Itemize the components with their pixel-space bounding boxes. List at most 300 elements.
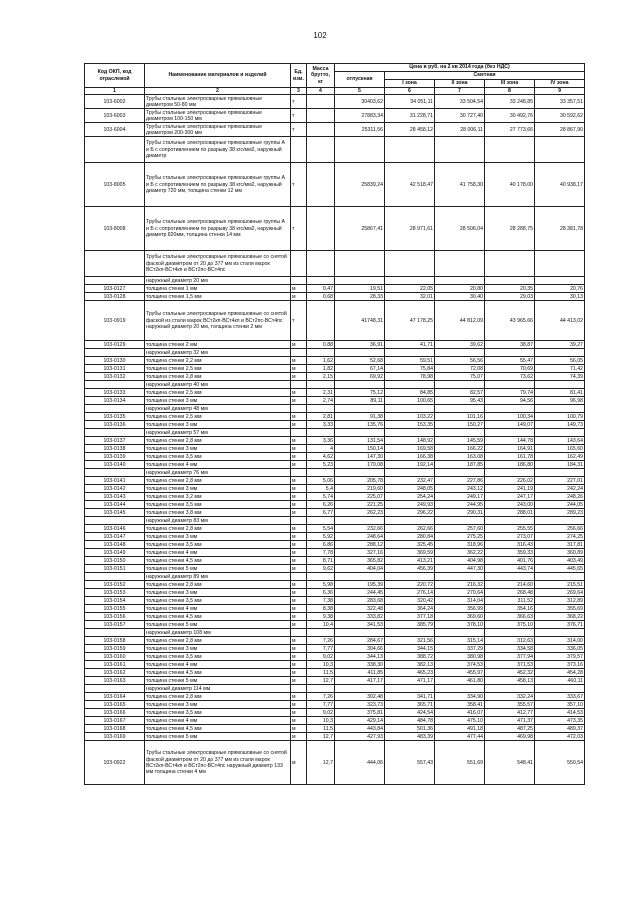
- row-price-release: 75,12: [335, 389, 385, 397]
- row-price-zone-4: 162,49: [535, 453, 585, 461]
- row-price-zone-1: 100,65: [385, 397, 435, 405]
- row-code: 103-0159: [85, 645, 145, 653]
- row-name: Трубы стальные электросварные прямошовные со снятой фаской диаметром от 20 до 377 мм из стали марок ВСт2кп-ВСт4кп и ВСт2пс-ВСт4пс наружный диаметр 133 мм толщина стенки 4 мм: [145, 741, 291, 785]
- row-unit: м: [291, 437, 307, 445]
- row-price-zone-1: 249,93: [385, 501, 435, 509]
- row-unit: м: [291, 557, 307, 565]
- row-unit: т: [291, 109, 307, 123]
- row-price-zone-4: 317,81: [535, 541, 585, 549]
- row-price-zone-3: 73,62: [485, 373, 535, 381]
- table-header: [85, 64, 585, 95]
- row-name: толщина стенки 2,8 мм: [145, 581, 291, 589]
- row-price-zone-1: 28 458,12: [385, 123, 435, 137]
- row-code: 103-0919: [85, 301, 145, 341]
- row-price-release: 323,73: [335, 701, 385, 709]
- row-unit: [291, 405, 307, 413]
- row-price-zone-2: 82,57: [435, 389, 485, 397]
- row-price-zone-2: 227,86: [435, 477, 485, 485]
- row-name: толщина стенки 3 мм: [145, 645, 291, 653]
- row-mass: [307, 109, 335, 123]
- row-price-zone-3: 452,32: [485, 669, 535, 677]
- row-name: толщина стенки 3,5 мм: [145, 541, 291, 549]
- table-row: [85, 541, 585, 549]
- row-code: 103-0147: [85, 533, 145, 541]
- row-unit: м: [291, 397, 307, 405]
- table-row: [85, 565, 585, 573]
- row-price-release: 25839,24: [335, 163, 385, 207]
- row-code: 103-0144: [85, 501, 145, 509]
- row-code: 103-0146: [85, 525, 145, 533]
- row-price-zone-3: 20,35: [485, 285, 535, 293]
- table-row: [85, 701, 585, 709]
- row-price-zone-1: 341,71: [385, 693, 435, 701]
- row-mass: 11,5: [307, 725, 335, 733]
- row-price-zone-1: 32,01: [385, 293, 435, 301]
- row-mass: 2,15: [307, 373, 335, 381]
- row-price-zone-1: 321,56: [385, 637, 435, 645]
- row-price-zone-3: 355,57: [485, 701, 535, 709]
- row-price-zone-2: 44 812,09: [435, 301, 485, 341]
- row-price-zone-4: 333,67: [535, 693, 585, 701]
- row-price-zone-4: [535, 573, 585, 581]
- row-price-zone-1: 47 178,25: [385, 301, 435, 341]
- row-price-zone-3: 332,24: [485, 693, 535, 701]
- row-price-zone-4: 81,41: [535, 389, 585, 397]
- header-release: отпускная: [335, 72, 385, 88]
- row-price-zone-4: 403,49: [535, 557, 585, 565]
- row-unit: м: [291, 549, 307, 557]
- row-price-zone-4: 379,57: [535, 653, 585, 661]
- row-code: 103-0128: [85, 293, 145, 301]
- row-code: 103-0139: [85, 453, 145, 461]
- row-price-zone-1: 280,84: [385, 533, 435, 541]
- row-name: толщина стенки 1,5 мм: [145, 293, 291, 301]
- row-code: 103-0162: [85, 669, 145, 677]
- table-row: [85, 357, 585, 365]
- row-mass: 3,33: [307, 421, 335, 429]
- row-price-release: 322,48: [335, 605, 385, 613]
- row-price-release: 219,60: [335, 485, 385, 493]
- row-price-zone-4: 550,54: [535, 741, 585, 785]
- row-price-zone-4: 143,64: [535, 437, 585, 445]
- row-code: [85, 469, 145, 477]
- row-price-zone-4: 360,89: [535, 549, 585, 557]
- row-code: [85, 685, 145, 693]
- row-code: 103-0165: [85, 701, 145, 709]
- row-mass: 9,02: [307, 709, 335, 717]
- row-price-zone-3: 247,17: [485, 493, 535, 501]
- row-code: 103-0155: [85, 605, 145, 613]
- row-code: 103-0134: [85, 397, 145, 405]
- row-name: Трубы стальные электросварные прямошовные со снятой фаской из стали марок ВСт2кп-ВСт4кп и ВСт2пс-ВСт4пс наружный диаметр 20 мм, толщина стенки 2 мм: [145, 301, 291, 341]
- row-code: 103-0133: [85, 389, 145, 397]
- row-price-zone-2: 416,07: [435, 709, 485, 717]
- row-price-zone-2: 369,60: [435, 613, 485, 621]
- row-price-zone-4: 100,79: [535, 413, 585, 421]
- row-price-release: [335, 685, 385, 693]
- row-name: толщина стенки 3,5 мм: [145, 453, 291, 461]
- table-row: [85, 741, 585, 785]
- row-price-zone-1: 220,72: [385, 581, 435, 589]
- table-row: [85, 629, 585, 637]
- row-price-zone-4: 312,89: [535, 597, 585, 605]
- table-row: [85, 389, 585, 397]
- row-price-zone-3: 144,78: [485, 437, 535, 445]
- row-code: 103-6002: [85, 95, 145, 109]
- row-price-zone-4: [535, 685, 585, 693]
- row-unit: м: [291, 413, 307, 421]
- row-unit: м: [291, 285, 307, 293]
- row-price-zone-4: 56,05: [535, 357, 585, 365]
- row-mass: 11,5: [307, 669, 335, 677]
- row-price-zone-2: [435, 685, 485, 693]
- row-price-zone-3: 161,78: [485, 453, 535, 461]
- row-price-zone-1: 388,72: [385, 653, 435, 661]
- row-unit: [291, 469, 307, 477]
- row-mass: 1,82: [307, 365, 335, 373]
- header-price-title: Цена в руб. на 2 кв 2014 года (без НДС): [335, 64, 585, 72]
- row-price-zone-1: 385,79: [385, 621, 435, 629]
- row-code: 103-0148: [85, 541, 145, 549]
- row-unit: т: [291, 207, 307, 251]
- row-price-zone-3: [485, 685, 535, 693]
- row-price-zone-1: 84,85: [385, 389, 435, 397]
- row-mass: 7,77: [307, 701, 335, 709]
- row-price-zone-3: 30 492,76: [485, 109, 535, 123]
- row-price-zone-1: [385, 629, 435, 637]
- table-row: [85, 429, 585, 437]
- row-code: 103-0157: [85, 621, 145, 629]
- row-price-zone-4: [535, 629, 585, 637]
- row-unit: м: [291, 581, 307, 589]
- row-price-zone-1: 501,36: [385, 725, 435, 733]
- row-name: наружный диаметр 76 мм: [145, 469, 291, 477]
- row-code: 103-0158: [85, 637, 145, 645]
- row-price-release: 30403,62: [335, 95, 385, 109]
- row-name: толщина стенки 3,2 мм: [145, 493, 291, 501]
- row-name: толщина стенки 3 мм: [145, 589, 291, 597]
- row-name: толщина стенки 3 мм: [145, 421, 291, 429]
- row-unit: м: [291, 589, 307, 597]
- table-row: [85, 381, 585, 389]
- row-code: 103-0132: [85, 373, 145, 381]
- row-price-zone-1: [385, 685, 435, 693]
- row-code: 103-0164: [85, 693, 145, 701]
- row-price-release: 327,16: [335, 549, 385, 557]
- row-price-zone-4: 274,25: [535, 533, 585, 541]
- row-unit: [291, 517, 307, 525]
- row-unit: м: [291, 613, 307, 621]
- row-unit: [291, 277, 307, 285]
- row-price-zone-4: 20,76: [535, 285, 585, 293]
- row-price-zone-2: 477,44: [435, 733, 485, 741]
- row-price-zone-3: 371,53: [485, 661, 535, 669]
- row-mass: 2,31: [307, 389, 335, 397]
- row-price-zone-1: 166,38: [385, 453, 435, 461]
- row-price-zone-3: [485, 381, 535, 389]
- row-price-zone-4: [535, 137, 585, 163]
- row-mass: 0,68: [307, 293, 335, 301]
- row-price-zone-4: [535, 349, 585, 357]
- row-unit: [291, 349, 307, 357]
- row-price-zone-4: 314,00: [535, 637, 585, 645]
- row-price-zone-3: 443,74: [485, 565, 535, 573]
- row-mass: 0,88: [307, 341, 335, 349]
- row-code: 103-0149: [85, 549, 145, 557]
- row-price-release: 131,54: [335, 437, 385, 445]
- row-name: толщина стенки 4,5 мм: [145, 725, 291, 733]
- row-unit: [291, 251, 307, 277]
- table-row: [85, 461, 585, 469]
- table-row: [85, 109, 585, 123]
- row-price-zone-3: [485, 517, 535, 525]
- header-estimate: Сметная: [385, 72, 585, 80]
- row-price-zone-1: [385, 349, 435, 357]
- row-price-zone-2: 95,43: [435, 397, 485, 405]
- row-price-zone-3: [485, 429, 535, 437]
- row-price-zone-2: 244,95: [435, 501, 485, 509]
- row-price-zone-2: 166,22: [435, 445, 485, 453]
- row-price-release: 304,66: [335, 645, 385, 653]
- row-name: наружный диаметр 108 мм: [145, 629, 291, 637]
- table-row: [85, 501, 585, 509]
- row-price-zone-1: 248,05: [385, 485, 435, 493]
- row-price-release: [335, 573, 385, 581]
- table-row: [85, 445, 585, 453]
- row-mass: 5,74: [307, 493, 335, 501]
- row-price-zone-1: 169,58: [385, 445, 435, 453]
- row-name: толщина стенки 2,5 мм: [145, 365, 291, 373]
- row-mass: 4: [307, 445, 335, 453]
- row-mass: [307, 629, 335, 637]
- row-price-release: 52,68: [335, 357, 385, 365]
- row-price-zone-1: [385, 517, 435, 525]
- row-mass: [307, 137, 335, 163]
- row-unit: м: [291, 669, 307, 677]
- row-unit: м: [291, 341, 307, 349]
- row-unit: [291, 381, 307, 389]
- table-row: [85, 251, 585, 277]
- table-row: [85, 605, 585, 613]
- row-price-release: 248,64: [335, 533, 385, 541]
- row-mass: 10,3: [307, 661, 335, 669]
- row-name: толщина стенки 4,5 мм: [145, 669, 291, 677]
- row-code: 103-0167: [85, 717, 145, 725]
- row-price-zone-4: 39,27: [535, 341, 585, 349]
- row-price-zone-2: 56,56: [435, 357, 485, 365]
- col-number: 9: [535, 88, 585, 95]
- row-mass: 9,62: [307, 565, 335, 573]
- row-unit: м: [291, 709, 307, 717]
- row-price-zone-4: 357,10: [535, 701, 585, 709]
- row-mass: 10,3: [307, 717, 335, 725]
- row-price-zone-3: 548,41: [485, 741, 535, 785]
- row-mass: [307, 95, 335, 109]
- table-row: [85, 397, 585, 405]
- table-row: [85, 589, 585, 597]
- row-price-zone-2: 28 006,11: [435, 123, 485, 137]
- row-name: толщина стенки 5 мм: [145, 565, 291, 573]
- row-name: Трубы стальные электросварные прямошовные со снятой фаской диаметром от 20 до 377 мм из стали марок ВСт2кп-ВСт4кп и ВСт2пс-ВСт4пс: [145, 251, 291, 277]
- row-price-release: 205,78: [335, 477, 385, 485]
- row-price-zone-1: 42 518,47: [385, 163, 435, 207]
- row-mass: 5,23: [307, 461, 335, 469]
- row-price-release: 91,38: [335, 413, 385, 421]
- row-price-zone-2: [435, 517, 485, 525]
- row-mass: 2,81: [307, 413, 335, 421]
- table-row: [85, 365, 585, 373]
- row-price-release: 195,39: [335, 581, 385, 589]
- table-row: [85, 469, 585, 477]
- row-unit: т: [291, 95, 307, 109]
- row-code: 103-0127: [85, 285, 145, 293]
- row-unit: м: [291, 373, 307, 381]
- row-price-zone-4: [535, 381, 585, 389]
- row-price-zone-3: 38,87: [485, 341, 535, 349]
- row-price-release: 444,06: [335, 741, 385, 785]
- row-unit: м: [291, 421, 307, 429]
- row-price-release: 404,04: [335, 565, 385, 573]
- row-mass: 8,71: [307, 557, 335, 565]
- header-zone-1: I зона: [385, 80, 435, 88]
- row-name: наружный диаметр 32 мм: [145, 349, 291, 357]
- row-price-zone-2: [435, 277, 485, 285]
- row-mass: [307, 123, 335, 137]
- row-price-zone-4: [535, 429, 585, 437]
- row-name: толщина стенки 3,5 мм: [145, 501, 291, 509]
- row-code: 103-0161: [85, 661, 145, 669]
- row-name: наружный диаметр 89 мм: [145, 573, 291, 581]
- row-price-zone-4: 96,98: [535, 397, 585, 405]
- row-price-zone-1: 103,22: [385, 413, 435, 421]
- row-unit: м: [291, 677, 307, 685]
- row-price-zone-3: 100,34: [485, 413, 535, 421]
- row-price-zone-4: 256,66: [535, 525, 585, 533]
- row-name: толщина стенки 3,5 мм: [145, 709, 291, 717]
- row-price-zone-2: 447,30: [435, 565, 485, 573]
- row-price-release: 417,17: [335, 677, 385, 685]
- row-price-zone-1: [385, 429, 435, 437]
- row-mass: 7,38: [307, 597, 335, 605]
- row-price-zone-4: 242,24: [535, 485, 585, 493]
- row-price-zone-2: 356,99: [435, 605, 485, 613]
- row-mass: 5,92: [307, 533, 335, 541]
- table-row: [85, 301, 585, 341]
- row-price-zone-3: 412,77: [485, 709, 535, 717]
- row-price-zone-1: 59,51: [385, 357, 435, 365]
- row-price-release: 221,25: [335, 501, 385, 509]
- price-table: [84, 63, 585, 785]
- row-price-zone-1: 153,35: [385, 421, 435, 429]
- row-price-zone-3: 27 773,66: [485, 123, 535, 137]
- row-mass: 3,36: [307, 437, 335, 445]
- row-price-release: 41748,31: [335, 301, 385, 341]
- table-body: [85, 95, 585, 785]
- row-name: толщина стенки 2 мм: [145, 341, 291, 349]
- row-price-release: 302,48: [335, 693, 385, 701]
- row-code: 103-0152: [85, 581, 145, 589]
- row-code: 103-0131: [85, 365, 145, 373]
- row-price-release: 411,85: [335, 669, 385, 677]
- row-name: толщина стенки 4 мм: [145, 717, 291, 725]
- row-code: 103-0160: [85, 653, 145, 661]
- row-code: 103-0141: [85, 477, 145, 485]
- row-name: толщина стенки 4 мм: [145, 549, 291, 557]
- row-mass: [307, 163, 335, 207]
- row-price-release: 89,11: [335, 397, 385, 405]
- row-price-zone-3: [485, 629, 535, 637]
- row-price-zone-2: 334,90: [435, 693, 485, 701]
- row-code: [85, 381, 145, 389]
- row-unit: м: [291, 565, 307, 573]
- row-code: 103-8008: [85, 207, 145, 251]
- row-unit: м: [291, 621, 307, 629]
- row-name: толщина стенки 3,8 мм: [145, 509, 291, 517]
- row-price-zone-4: [535, 251, 585, 277]
- row-price-zone-2: [435, 349, 485, 357]
- row-price-zone-1: 377,18: [385, 613, 435, 621]
- row-code: 103-0140: [85, 461, 145, 469]
- row-price-zone-4: 289,23: [535, 509, 585, 517]
- row-unit: [291, 573, 307, 581]
- row-unit: м: [291, 733, 307, 741]
- row-name: толщина стенки 3 мм: [145, 397, 291, 405]
- row-price-zone-1: 296,22: [385, 509, 435, 517]
- table-row: [85, 661, 585, 669]
- row-price-zone-2: 362,22: [435, 549, 485, 557]
- table-row: [85, 549, 585, 557]
- row-price-release: 25311,56: [335, 123, 385, 137]
- row-code: 103-0169: [85, 733, 145, 741]
- header-unit: Ед. изм.: [291, 64, 307, 88]
- row-code: 103-0150: [85, 557, 145, 565]
- row-price-zone-1: [385, 573, 435, 581]
- row-name: толщина стенки 2,5 мм: [145, 413, 291, 421]
- row-price-zone-1: 148,92: [385, 437, 435, 445]
- row-price-zone-3: 79,74: [485, 389, 535, 397]
- row-price-zone-2: 551,69: [435, 741, 485, 785]
- row-mass: [307, 349, 335, 357]
- table-row: [85, 597, 585, 605]
- table-row: [85, 293, 585, 301]
- row-unit: м: [291, 693, 307, 701]
- header-name: Наименование материалов и изделий: [145, 64, 291, 88]
- row-mass: 2,74: [307, 397, 335, 405]
- table-row: [85, 533, 585, 541]
- row-unit: м: [291, 509, 307, 517]
- row-price-zone-2: 257,60: [435, 525, 485, 533]
- row-price-release: 36,91: [335, 341, 385, 349]
- row-price-zone-3: 366,63: [485, 613, 535, 621]
- row-name: наружный диаметр 114 мм: [145, 685, 291, 693]
- row-price-zone-4: 149,73: [535, 421, 585, 429]
- row-mass: 6,86: [307, 541, 335, 549]
- table-row: [85, 277, 585, 285]
- row-code: 103-0136: [85, 421, 145, 429]
- row-price-zone-3: 55,47: [485, 357, 535, 365]
- row-code: 103-6004: [85, 123, 145, 137]
- row-price-zone-4: [535, 469, 585, 477]
- row-name: толщина стенки 5 мм: [145, 733, 291, 741]
- row-price-release: 27883,34: [335, 109, 385, 123]
- header-code: Код ОКП, код отраслевой: [85, 64, 145, 88]
- row-price-zone-2: 290,31: [435, 509, 485, 517]
- row-mass: 6,26: [307, 501, 335, 509]
- table-row: [85, 517, 585, 525]
- row-unit: м: [291, 293, 307, 301]
- col-number: 1: [85, 88, 145, 95]
- table-row: [85, 405, 585, 413]
